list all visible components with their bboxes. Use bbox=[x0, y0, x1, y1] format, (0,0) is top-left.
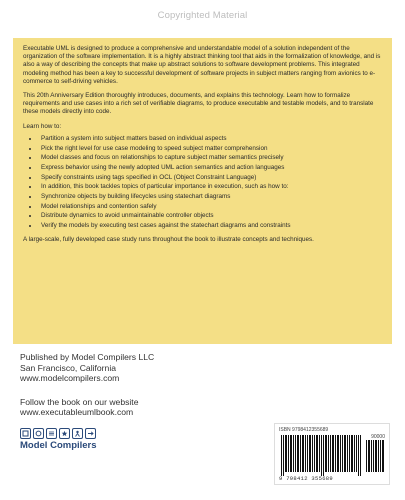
description-paragraph-2: This 20th Anniversary Edition thoroughly introduces, documents, and explains this technology. Learn how to formalize requirements and use cases into a rich set of verifiable diagrams, to produce executable and testable models, and to translate these models directly into code. bbox=[23, 92, 374, 116]
list-item: • Express behavior using the newly adopted UML action semantics and action languages bbox=[39, 164, 382, 172]
list-item: • Synchronize objects by building lifecycles using statechart diagrams bbox=[39, 193, 382, 201]
description-panel bbox=[13, 38, 392, 344]
price-code: 90000 bbox=[371, 434, 385, 440]
logo-arrows-icon bbox=[85, 428, 96, 439]
copyright-notice: Copyrighted Material bbox=[157, 10, 248, 21]
list-item: • Model classes and focus on relationships to capture subject matter semantics precisely bbox=[39, 154, 382, 162]
follow-text: Follow the book on our website bbox=[20, 396, 139, 407]
description-paragraph-1: Executable UML is designed to produce a comprehensive and understandable model of a solution independent of the organization of the software implementation. It is a highly abstract thinking tool that aids in the formalization of knowledge, and is also a way of describing the concepts that make up abstract solutions to software development problems. This integrated modeling method has been a key to successful development of software projects in subject matters ranging from avionics to e-commerce to self-driving vehicles. bbox=[23, 45, 381, 85]
barcode bbox=[274, 423, 390, 485]
list-item: • In addition, this book tackles topics of particular importance in execution, such as how to: bbox=[39, 183, 382, 191]
logo-square-icon bbox=[20, 428, 31, 439]
learn-list bbox=[23, 135, 382, 231]
publisher-location: San Francisco, California bbox=[20, 362, 117, 373]
publisher-info bbox=[20, 352, 390, 384]
publisher-url: www.modelcompilers.com bbox=[20, 373, 120, 384]
list-item: • Model relationships and contention safely bbox=[39, 203, 382, 211]
description-paragraph-3: A large-scale, fully developed case study runs throughout the book to illustrate concepts and techniques. bbox=[23, 236, 314, 244]
logo-wordmark: Model Compilers bbox=[20, 439, 97, 451]
list-item: • Specify constraints using tags specified in OCL (Object Constraint Language) bbox=[39, 174, 382, 182]
logo-star-icon bbox=[59, 428, 70, 439]
logo-lines-icon bbox=[46, 428, 57, 439]
learn-heading: Learn how to: bbox=[23, 122, 62, 130]
isbn-label: ISBN 9798412355689 bbox=[279, 427, 329, 433]
follow-info bbox=[20, 397, 390, 418]
list-item: • Verify the models by executing test cases against the statechart diagrams and constraints bbox=[39, 222, 382, 230]
publisher-name: Published by Model Compilers LLC bbox=[20, 352, 155, 362]
list-item: • Pick the right level for use case modeling to speed subject matter comprehension bbox=[39, 145, 382, 153]
book-website-url: www.executableumlbook.com bbox=[20, 407, 134, 418]
list-item: • Partition a system into subject matters based on individual aspects bbox=[39, 135, 382, 143]
barcode-digits: 9 798412 355689 bbox=[279, 475, 334, 482]
logo-circle-icon bbox=[33, 428, 44, 439]
logo-person-icon bbox=[72, 428, 83, 439]
list-item: • Distribute dynamics to avoid unmaintainable controller objects bbox=[39, 212, 382, 220]
